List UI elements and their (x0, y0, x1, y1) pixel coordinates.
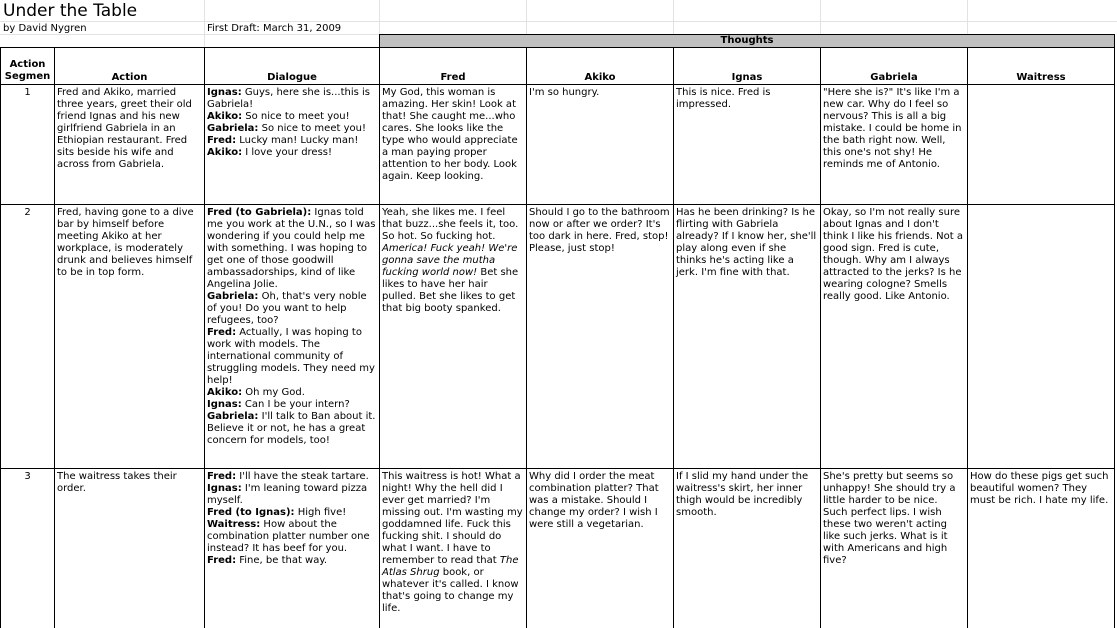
row3-waitress-thought: How do these pigs get such beautiful women? They must be rich. I hate my life. (970, 471, 1109, 506)
row3-fred-thought (380, 470, 526, 628)
line: Fine, be that way. (236, 555, 328, 566)
dialogue-line (207, 555, 377, 567)
header-akiko: Akiko (584, 72, 616, 83)
line: Oh my God. (242, 387, 305, 398)
row1-ignas-thought: This is nice. Fred is impressed. (676, 87, 771, 110)
line: I love your dress! (242, 147, 333, 158)
dialogue-line (207, 507, 377, 519)
row1-segment: 1 (24, 87, 31, 98)
dialogue-line (207, 519, 377, 555)
thought-emphasis: The Atlas Shrug (382, 555, 519, 578)
row2-waitress-thought (968, 206, 1114, 468)
gridline (820, 0, 821, 34)
row1-waitress-thought (968, 86, 1114, 204)
row1-akiko-thought: I'm so hungry. (529, 87, 600, 98)
thought-text: Yeah, she likes me. I feel that buzz...she feels it, too. So hot. So fucking hot. (382, 207, 519, 242)
row2-action: Fred, having gone to a dive bar by himself before meeting Akiko at her workplace, is moderately drunk and believes himself to be in top form. (57, 207, 194, 278)
row3-action: The waitress takes their order. (57, 471, 177, 494)
line: I'm leaning toward pizza myself. (207, 483, 368, 506)
row3-segment: 3 (24, 471, 31, 482)
line: How about the combination platter number one instead? It has beef for you. (207, 519, 370, 554)
speaker: Fred: (207, 471, 237, 482)
dialogue-line (207, 387, 377, 399)
table-border (0, 84, 1115, 85)
speaker: Gabriela: (207, 291, 259, 302)
thought-text: book, or whatever it's called. I know that's going to change my life. (382, 567, 519, 614)
table-border (1114, 34, 1115, 628)
line: Oh, that's very noble of you! Do you want to help refugees, too? (207, 291, 367, 326)
row2-gabriela-thought: Okay, so I'm not really sure about Ignas and I don't think I like his friends. Not a good sign. Fred is cute, though. Why am I always attracted to the jerks? Is he wearing cologne? Smells really good. Like Antonio. (823, 207, 963, 302)
line: So nice to meet you! (258, 123, 366, 134)
dialogue-line (207, 207, 377, 291)
row3-akiko-thought: Why did I order the meat combination platter? That was a mistake. Should I change my order? I wish I were still a vegetarian. (529, 471, 659, 530)
gridline (0, 21, 1117, 22)
draft-date: First Draft: March 31, 2009 (207, 23, 342, 34)
table-border (380, 34, 1115, 35)
dialogue-line (207, 123, 377, 135)
thought-emphasis: America! Fuck yeah! We're gonna save the mutha fucking world now! (382, 243, 518, 278)
speaker: Gabriela: (207, 411, 259, 422)
row3-gabriela-thought: She's pretty but seems so unhappy! She should try a little harder to be nice. Such perfect lips. I wish these two weren't acting like such jerks. What is it with Americans and high five? (823, 471, 956, 566)
row2-akiko-thought: Should I go to the bathroom now or after we order? It's too dark in here. Fred, stop! Please, just stop! (529, 207, 670, 254)
row2-dialogue (205, 206, 379, 468)
dialogue-line (207, 411, 377, 447)
line: Guys, here she is...this is Gabriela! (207, 87, 370, 110)
author-line: by David Nygren (3, 23, 87, 34)
dialogue-line (207, 399, 377, 411)
speaker: Fred: (207, 135, 237, 146)
row1-fred-thought: My God, this woman is amazing. Her skin! Look at that! She caught me...who cares. She looks like the type who would appreciate a man paying proper attention to her body. Look again. Keep looking. (382, 87, 518, 182)
speaker: Fred (to Ignas): (207, 507, 295, 518)
speaker: Fred: (207, 327, 237, 338)
thoughts-header: Thoughts (380, 35, 1114, 47)
gridline (967, 0, 968, 34)
speaker: Fred (to Gabriela): (207, 207, 312, 218)
speaker: Ignas: (207, 87, 242, 98)
dialogue-line (207, 483, 377, 507)
gridline (673, 0, 674, 34)
dialogue-line (207, 291, 377, 327)
speaker: Waitress: (207, 519, 261, 530)
header-waitress: Waitress (1016, 72, 1066, 83)
line: Lucky man! Lucky man! (236, 135, 359, 146)
dialogue-line (207, 87, 377, 111)
line: Can I be your intern? (241, 399, 350, 410)
speaker: Ignas: (207, 483, 242, 494)
line: I'll talk to Ban about it. Believe it or not, he has a great concern for models, too! (207, 411, 376, 446)
table-border (0, 468, 1115, 469)
line: High five! (294, 507, 347, 518)
dialogue-line (207, 471, 377, 483)
line: Ignas told me you work at the U.N., so I was wondering if you could help me with something. I was hoping to get one of those goodwill ambassadorships, kind of like Angelina Jolie. (207, 207, 376, 290)
line: I'll have the steak tartare. (236, 471, 369, 482)
speaker: Akiko: (207, 147, 243, 158)
line: Actually, I was hoping to work with models. The international community of struggling models. They need my help! (207, 327, 375, 386)
header-action: Action (111, 72, 148, 83)
table-border (0, 204, 1115, 205)
gridline (526, 0, 527, 34)
row1-action: Fred and Akiko, married three years, greet their old friend Ignas and his new girlfriend Gabriela in an Ethiopian restaurant. Fred sits beside his wife and across from Gabriela. (57, 87, 192, 170)
speaker: Gabriela: (207, 123, 259, 134)
row2-segment: 2 (24, 207, 31, 218)
dialogue-line (207, 135, 377, 147)
row3-dialogue (205, 470, 379, 628)
dialogue-line (207, 111, 377, 123)
thought-text: This waitress is hot! What a night! Why the hell did I ever get married? I'm missing out. I'm wasting my goddamned life. Fuck this fucking shit. I should do what I want. I have to remember to read that (382, 471, 523, 566)
table-border (0, 47, 1115, 48)
dialogue-line (207, 327, 377, 387)
row2-ignas-thought: Has he been drinking? Is he flirting with Gabriela already? If I know her, she'll play along even if she thinks he's acting like a jerk. I'm fine with that. (676, 207, 817, 278)
row3-ignas-thought: If I slid my hand under the waitress's skirt, her inner thigh would be incredibly smooth. (676, 471, 809, 518)
header-ignas: Ignas (731, 72, 763, 83)
line: So nice to meet you! (242, 111, 350, 122)
speaker: Akiko: (207, 111, 243, 122)
thought-text: Bet she likes to have her hair pulled. Bet she likes to get that big booty spanked. (382, 267, 519, 314)
header-fred: Fred (440, 72, 466, 83)
row2-fred-thought (380, 206, 526, 468)
gridline (204, 0, 205, 48)
header-gabriela: Gabriela (870, 72, 918, 83)
row1-dialogue (205, 86, 379, 204)
header-segment: Action Segmen (4, 59, 51, 82)
speaker: Fred: (207, 555, 237, 566)
row1-gabriela-thought: "Here she is?" It's like I'm a new car. Why do I feel so nervous? This is all a big mistake. I could be home in the bath right now. Well, this one's not shy! He reminds me of Antonio. (823, 87, 962, 170)
document-title: Under the Table (3, 1, 138, 21)
speaker: Ignas: (207, 399, 242, 410)
dialogue-line (207, 147, 377, 159)
speaker: Akiko: (207, 387, 243, 398)
header-dialogue: Dialogue (267, 72, 317, 83)
